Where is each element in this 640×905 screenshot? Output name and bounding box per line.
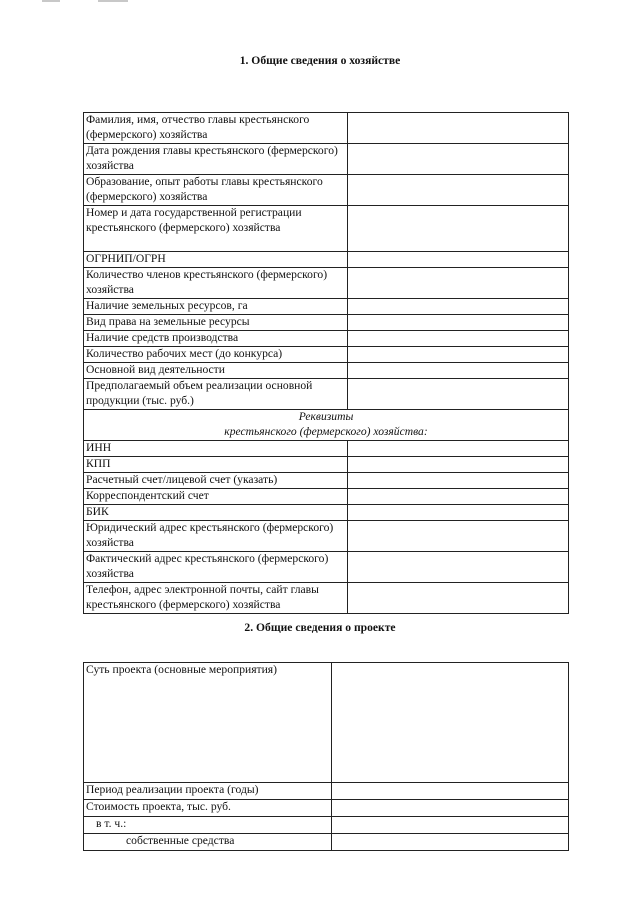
row-label: Юридический адрес крестьянского (фермерского) хозяйства <box>84 521 348 552</box>
row-value[interactable] <box>332 783 569 800</box>
section2-heading: 2. Общие сведения о проекте <box>244 621 396 634</box>
row-value[interactable] <box>348 331 569 347</box>
section1-heading: 1. Общие сведения о хозяйстве <box>239 54 401 67</box>
project-info-table <box>83 662 569 851</box>
row-label: Корреспондентский счет <box>84 489 348 505</box>
row-label: КПП <box>84 457 348 473</box>
table-row <box>84 457 569 473</box>
row-value[interactable] <box>348 113 569 144</box>
row-label: Номер и дата государственной регистрации крестьянского (фермерского) хозяйства <box>84 206 348 252</box>
row-value[interactable] <box>348 144 569 175</box>
table-row <box>84 521 569 552</box>
row-label: Количество членов крестьянского (фермерского) хозяйства <box>84 268 348 299</box>
requisites-header <box>84 410 569 441</box>
row-value[interactable] <box>348 363 569 379</box>
row-value[interactable] <box>348 473 569 489</box>
row-label: Период реализации проекта (годы) <box>84 783 332 800</box>
row-value[interactable] <box>348 379 569 410</box>
row-value[interactable] <box>348 521 569 552</box>
table-row <box>84 113 569 144</box>
table-row <box>84 268 569 299</box>
row-label: Наличие средств производства <box>84 331 348 347</box>
row-label: Наличие земельных ресурсов, га <box>84 299 348 315</box>
scan-artifact-2 <box>98 0 128 2</box>
table-row <box>84 206 569 252</box>
farm-info-table <box>83 112 569 614</box>
table-row <box>84 331 569 347</box>
row-label: Образование, опыт работы главы крестьянского (фермерского) хозяйства <box>84 175 348 206</box>
row-value[interactable] <box>348 583 569 614</box>
row-label: Предполагаемый объем реализации основной продукции (тыс. руб.) <box>84 379 348 410</box>
table-row <box>84 505 569 521</box>
row-label: Расчетный счет/лицевой счет (указать) <box>84 473 348 489</box>
row-label: собственные средства <box>84 834 332 851</box>
requisites-title-line1: Реквизиты <box>298 410 354 423</box>
row-value[interactable] <box>348 252 569 268</box>
row-value[interactable] <box>348 489 569 505</box>
row-value[interactable] <box>348 175 569 206</box>
requisites-header-row <box>84 410 569 441</box>
table-row <box>84 783 569 800</box>
row-value[interactable] <box>332 834 569 851</box>
row-value[interactable] <box>348 268 569 299</box>
row-label: Количество рабочих мест (до конкурса) <box>84 347 348 363</box>
scan-artifact-1 <box>42 0 60 2</box>
row-label: ОГРНИП/ОГРН <box>84 252 348 268</box>
table-row <box>84 175 569 206</box>
row-label: Суть проекта (основные мероприятия) <box>84 663 332 783</box>
table-row <box>84 663 569 783</box>
table-row <box>84 315 569 331</box>
row-label: ИНН <box>84 441 348 457</box>
row-label: Стоимость проекта, тыс. руб. <box>84 800 332 817</box>
table-row <box>84 252 569 268</box>
table-row <box>84 583 569 614</box>
table-row <box>84 441 569 457</box>
row-label: Основной вид деятельности <box>84 363 348 379</box>
row-label: Вид права на земельные ресурсы <box>84 315 348 331</box>
table-row <box>84 817 569 834</box>
table-row <box>84 834 569 851</box>
row-label: БИК <box>84 505 348 521</box>
table-row <box>84 347 569 363</box>
row-value[interactable] <box>332 817 569 834</box>
table-row <box>84 800 569 817</box>
row-value[interactable] <box>348 441 569 457</box>
row-value[interactable] <box>332 800 569 817</box>
table-row <box>84 552 569 583</box>
row-label: Дата рождения главы крестьянского (фермерского) хозяйства <box>84 144 348 175</box>
row-label: Фамилия, имя, отчество главы крестьянского (фермерского) хозяйства <box>84 113 348 144</box>
table-row <box>84 144 569 175</box>
row-value[interactable] <box>348 347 569 363</box>
row-value[interactable] <box>348 206 569 252</box>
table-row <box>84 473 569 489</box>
row-value[interactable] <box>348 299 569 315</box>
table-row <box>84 299 569 315</box>
row-label: в т. ч.: <box>84 817 332 834</box>
table-row <box>84 363 569 379</box>
row-value[interactable] <box>348 552 569 583</box>
row-value[interactable] <box>348 315 569 331</box>
row-label: Фактический адрес крестьянского (фермерского) хозяйства <box>84 552 348 583</box>
row-value[interactable] <box>332 663 569 783</box>
row-value[interactable] <box>348 457 569 473</box>
requisites-title-line2: крестьянского (фермерского) хозяйства: <box>224 424 428 438</box>
row-label: Телефон, адрес электронной почты, сайт главы крестьянского (фермерского) хозяйства <box>84 583 348 614</box>
table-row <box>84 379 569 410</box>
table-row <box>84 489 569 505</box>
row-value[interactable] <box>348 505 569 521</box>
